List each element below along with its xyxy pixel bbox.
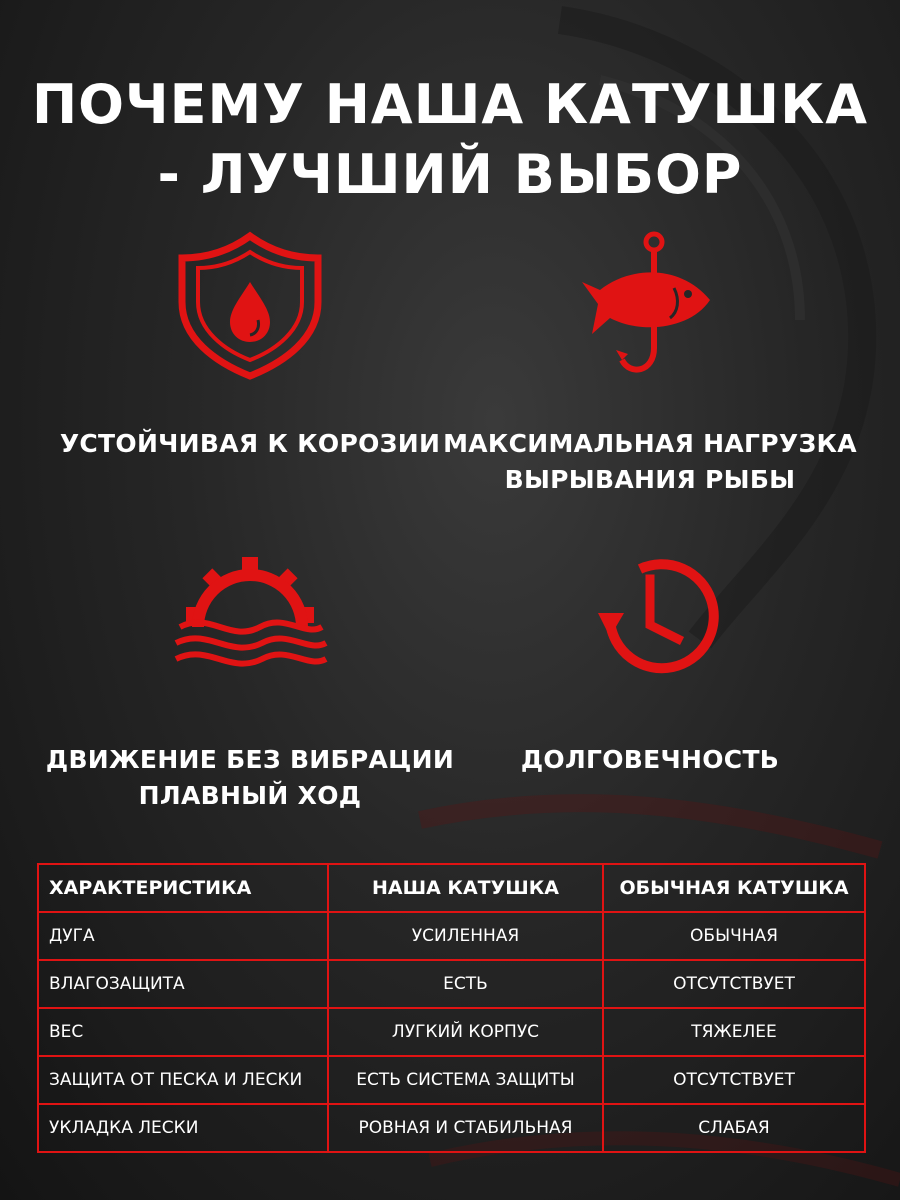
table-cell: ОТСУТСТВУЕТ xyxy=(603,960,865,1008)
feature-label: УСТОЙЧИВАЯ К КОРОЗИИ xyxy=(59,429,441,458)
feature-label: ДВИЖЕНИЕ БЕЗ ВИБРАЦИИ xyxy=(45,745,455,774)
table-row xyxy=(38,960,865,1008)
table-row xyxy=(38,1104,865,1152)
clock-arrow-icon xyxy=(570,555,730,680)
title-line-1: ПОЧЕМУ НАША КАТУШКА xyxy=(31,73,869,136)
page-title xyxy=(0,70,900,210)
table-cell: УКЛАДКА ЛЕСКИ xyxy=(38,1104,328,1152)
table-cell: ЕСТЬ СИСТЕМА ЗАЩИТЫ xyxy=(328,1056,603,1104)
table-cell: ЗАЩИТА ОТ ПЕСКА И ЛЕСКИ xyxy=(38,1056,328,1104)
table-row xyxy=(38,1056,865,1104)
table-cell: ТЯЖЕЛЕЕ xyxy=(603,1008,865,1056)
table-row xyxy=(38,912,865,960)
feature-corrosion xyxy=(30,230,470,462)
header-characteristic: ХАРАКТЕРИСТИКА xyxy=(38,864,328,912)
feature-label: ДОЛГОВЕЧНОСТЬ xyxy=(520,745,780,774)
feature-durability xyxy=(430,555,870,778)
header-regular-reel: ОБЫЧНАЯ КАТУШКА xyxy=(603,864,865,912)
table-cell: УСИЛЕННАЯ xyxy=(328,912,603,960)
table-row xyxy=(38,1008,865,1056)
table-cell: ЕСТЬ xyxy=(328,960,603,1008)
title-line-2: - ЛУЧШИЙ ВЫБОР xyxy=(157,143,743,206)
fish-hook-icon xyxy=(570,230,730,380)
table-cell: ВЕС xyxy=(38,1008,328,1056)
table-cell: ОБЫЧНАЯ xyxy=(603,912,865,960)
table-cell: ДУГА xyxy=(38,912,328,960)
feature-load xyxy=(430,230,870,498)
comparison-table xyxy=(37,863,866,1153)
feature-label: МАКСИМАЛЬНАЯ НАГРУЗКА xyxy=(443,429,857,458)
table-cell: ОТСУТСТВУЕТ xyxy=(603,1056,865,1104)
table-header-row xyxy=(38,864,865,912)
table-cell: ЛУГКИЙ КОРПУС xyxy=(328,1008,603,1056)
feature-smooth xyxy=(30,555,470,814)
gear-waves-icon xyxy=(170,555,330,680)
feature-label: ВЫРЫВАНИЯ РЫБЫ xyxy=(504,465,796,494)
shield-drop-icon xyxy=(170,230,330,380)
table-cell: ВЛАГОЗАЩИТА xyxy=(38,960,328,1008)
table-cell: СЛАБАЯ xyxy=(603,1104,865,1152)
header-our-reel: НАША КАТУШКА xyxy=(328,864,603,912)
table-cell: РОВНАЯ И СТАБИЛЬНАЯ xyxy=(328,1104,603,1152)
feature-label: ПЛАВНЫЙ ХОД xyxy=(138,781,362,810)
